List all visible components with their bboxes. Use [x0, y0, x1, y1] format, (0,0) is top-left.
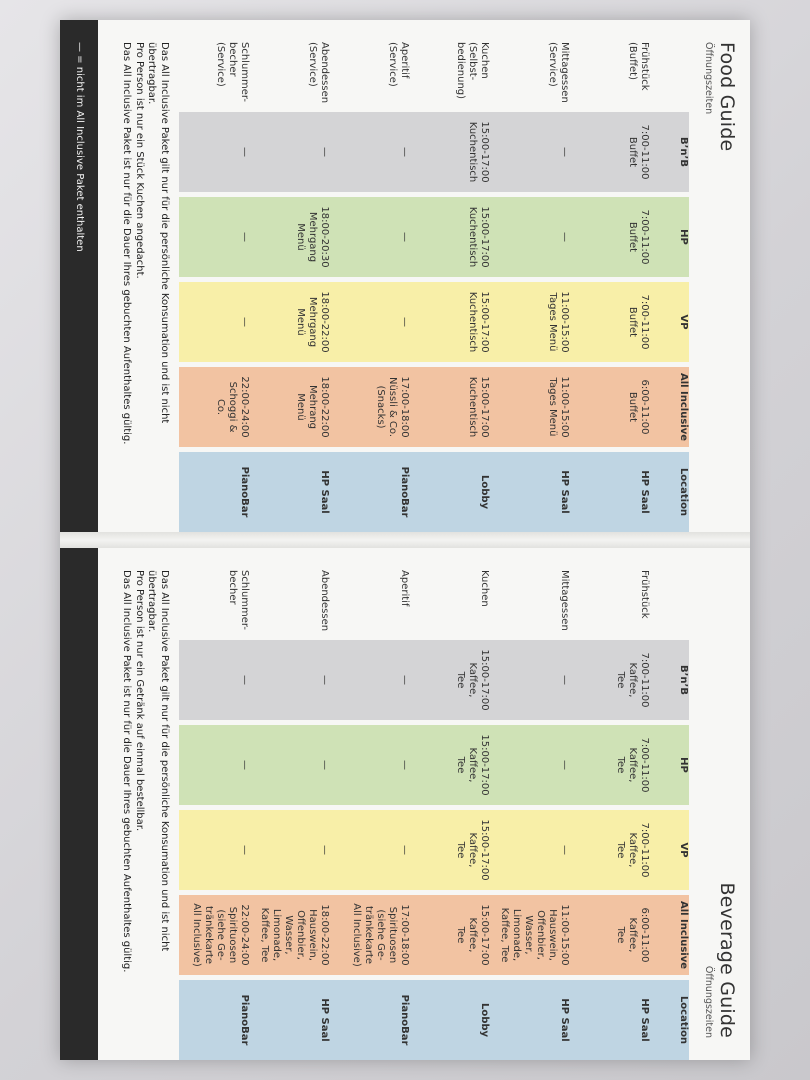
- beverage-cell-ai: 11:00-15:00 Hauswein, Offenbier, Wasser, Limonade, Kaffee, Tee: [499, 904, 570, 966]
- food-cell-vp: 11:00-15:00 Tages Menü: [547, 291, 570, 353]
- food-cell-loc: HP Saal: [639, 470, 650, 514]
- beverage-guide-footer-bar: [60, 548, 98, 1060]
- beverage-cell-hp: —: [559, 760, 570, 770]
- beverage-guide-title: Beverage Guide: [716, 882, 738, 1038]
- food-cell-bnb: —: [239, 147, 250, 157]
- food-cell-hp: 18:00-20:30 Mehrgang Menü: [295, 206, 330, 268]
- food-guide-notes: Das All Inclusive Paket gilt nur für die persönliche Konsumation und ist nicht übertragbar. Pro Person ist nur ein Stück Kuchen angedacht. Das All Inclusive Paket ist nur für die Dauer Ihres gebuchten Aufenthaltes gültig.: [121, 42, 170, 445]
- food-column-header-bnb: B’n’B: [678, 137, 689, 167]
- food-cell-vp: 15:00-17:00 Kuchentisch: [467, 291, 490, 353]
- opening-hours-booklet: [60, 20, 750, 1060]
- beverage-cell-vp: —: [559, 845, 570, 855]
- beverage-column-band-bnb: [179, 640, 689, 720]
- beverage-cell-vp: 7:00-11:00 Kaffee, Tee: [615, 822, 650, 878]
- beverage-row-label: Mittagessen: [559, 570, 570, 631]
- food-column-band-hp: [179, 197, 689, 277]
- beverage-cell-hp: —: [399, 760, 410, 770]
- food-cell-ai: 17:00-18:00 Nüssli & Co. (Snacks): [375, 376, 410, 438]
- food-row-label: Frühstück (Buffet): [627, 42, 650, 91]
- beverage-guide-table: [175, 570, 695, 1060]
- food-cell-hp: 7:00-11:00 Buffet: [627, 209, 650, 265]
- food-cell-hp: —: [239, 232, 250, 242]
- beverage-cell-vp: —: [239, 845, 250, 855]
- food-cell-ai: 15:00-17:00 Kuchentisch: [467, 376, 490, 438]
- beverage-column-band-loc: [179, 980, 689, 1060]
- food-cell-hp: 15:00-17:00 Kuchentisch: [467, 206, 490, 268]
- beverage-row-label: Kuchen: [479, 570, 490, 607]
- food-column-band-vp: [179, 282, 689, 362]
- beverage-row-label: Frühstück: [639, 570, 650, 619]
- food-cell-loc: PianoBar: [399, 466, 410, 518]
- food-column-header-ai: All Inclusive: [678, 372, 689, 442]
- food-row-label: Mittagessen (Service): [547, 42, 570, 103]
- food-column-header-hp: HP: [678, 229, 689, 245]
- food-cell-loc: HP Saal: [319, 470, 330, 514]
- beverage-guide-subtitle: Öffnungszeiten: [703, 965, 714, 1038]
- food-cell-bnb: 7:00-11:00 Buffet: [627, 124, 650, 180]
- food-column-band-ai: [179, 367, 689, 447]
- food-row-label: Schlummer- becher (Service): [215, 42, 250, 103]
- food-row-label: Kuchen (Selbst- bedienung): [455, 42, 490, 100]
- food-cell-vp: 7:00-11:00 Buffet: [627, 294, 650, 350]
- beverage-cell-vp: —: [319, 845, 330, 855]
- food-cell-loc: PianoBar: [239, 466, 250, 518]
- beverage-column-band-vp: [179, 810, 689, 890]
- food-column-band-bnb: [179, 112, 689, 192]
- beverage-cell-ai: 6:00-11:00 Kaffee, Tee: [615, 907, 650, 963]
- food-column-header-loc: Location: [678, 467, 689, 517]
- beverage-cell-vp: —: [399, 845, 410, 855]
- food-cell-vp: —: [239, 317, 250, 327]
- food-guide-title: Food Guide: [716, 42, 738, 152]
- beverage-cell-bnb: —: [239, 675, 250, 685]
- food-guide-subtitle: Öffnungszeiten: [703, 42, 714, 115]
- beverage-column-header-bnb: B’n’B: [678, 665, 689, 695]
- food-cell-hp: —: [559, 232, 570, 242]
- beverage-cell-ai: 18:00-22:00 Hauswein, Offenbier, Wasser, Limonade, Kaffee, Tee: [259, 904, 330, 966]
- food-cell-loc: HP Saal: [559, 470, 570, 514]
- beverage-cell-hp: —: [319, 760, 330, 770]
- beverage-cell-ai: 22:00-24:00 Spirituosen (siehe Ge- tränkekarte All Inclusive): [191, 903, 250, 967]
- beverage-cell-loc: HP Saal: [559, 998, 570, 1042]
- beverage-cell-loc: HP Saal: [639, 998, 650, 1042]
- food-column-band-loc: [179, 452, 689, 532]
- booklet-fold: [60, 532, 750, 548]
- beverage-row-label: Schlummer- becher: [227, 570, 250, 631]
- beverage-row-label: Aperitif: [399, 570, 410, 607]
- beverage-cell-loc: PianoBar: [239, 994, 250, 1046]
- beverage-cell-bnb: —: [399, 675, 410, 685]
- beverage-cell-bnb: —: [559, 675, 570, 685]
- food-cell-bnb: 15:00-17:00 Kuchentisch: [467, 121, 490, 183]
- food-cell-hp: —: [399, 232, 410, 242]
- beverage-cell-loc: PianoBar: [399, 994, 410, 1046]
- food-guide-footer: — = nicht im All Inclusive Paket enthalten: [60, 20, 98, 532]
- beverage-guide-notes: Das All Inclusive Paket gilt nur für die persönliche Konsumation und ist nicht übertragbar. Pro Person ist nur ein Getränk auf einmal bestellbar. Das All Inclusive Paket ist nur für die Dauer Ihres gebuchten Aufenthaltes gültig.: [121, 570, 170, 973]
- food-row-label: Abendessen (Service): [307, 42, 330, 104]
- food-cell-bnb: —: [399, 147, 410, 157]
- food-cell-vp: —: [399, 317, 410, 327]
- food-row-label: Aperitif (Service): [387, 42, 410, 87]
- beverage-column-band-ai: [179, 895, 689, 975]
- beverage-column-header-ai: All Inclusive: [678, 900, 689, 970]
- food-column-header-vp: VP: [678, 314, 689, 330]
- food-cell-ai: 6:00-11:00 Buffet: [627, 379, 650, 435]
- beverage-cell-bnb: 15:00-17:00 Kaffee, Tee: [455, 649, 490, 711]
- beverage-guide-page: [60, 548, 750, 1060]
- beverage-cell-hp: 7:00-11:00 Kaffee, Tee: [615, 737, 650, 793]
- food-cell-loc: Lobby: [479, 474, 490, 510]
- beverage-cell-bnb: —: [319, 675, 330, 685]
- food-cell-ai: 18:00-22:00 Mehrang Menü: [295, 376, 330, 438]
- food-guide-page: [60, 20, 750, 532]
- beverage-cell-hp: 15:00-17:00 Kaffee, Tee: [455, 734, 490, 796]
- beverage-cell-ai: 17:00-18:00 Spirituosen (siehe Ge- tränkekarte All Inclusive): [351, 903, 410, 967]
- beverage-column-band-hp: [179, 725, 689, 805]
- beverage-column-header-hp: HP: [678, 757, 689, 773]
- beverage-column-header-vp: VP: [678, 842, 689, 858]
- food-cell-vp: 18:00-22:00 Mehrgang Menü: [295, 291, 330, 353]
- food-cell-ai: 11:00-15:00 Tages Menü: [547, 376, 570, 438]
- food-cell-bnb: —: [559, 147, 570, 157]
- beverage-cell-bnb: 7:00-11:00 Kaffee, Tee: [615, 652, 650, 708]
- beverage-cell-ai: 15:00-17:00 Kaffee, Tee: [455, 904, 490, 966]
- beverage-column-header-loc: Location: [678, 995, 689, 1045]
- beverage-cell-hp: —: [239, 760, 250, 770]
- beverage-cell-vp: 15:00-17:00 Kaffee, Tee: [455, 819, 490, 881]
- beverage-row-label: Abendessen: [319, 570, 330, 632]
- food-guide-table: [175, 42, 695, 532]
- food-cell-bnb: —: [319, 147, 330, 157]
- food-cell-ai: 22:00-24:00 Schoggi & Co.: [215, 376, 250, 438]
- beverage-cell-loc: HP Saal: [319, 998, 330, 1042]
- beverage-cell-loc: Lobby: [479, 1002, 490, 1038]
